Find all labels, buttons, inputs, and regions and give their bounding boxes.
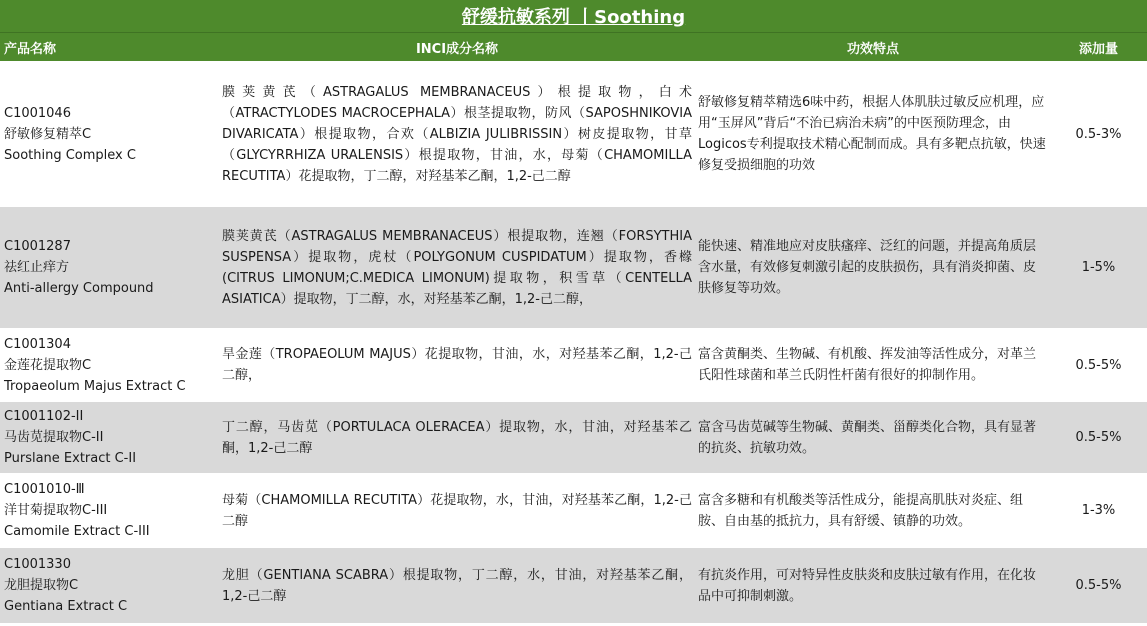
dosage-cell: 0.5-5% [1075,578,1122,593]
dosage-cell: 1-3% [1081,503,1116,518]
inci-cell: 膜荚黄芪（ASTRAGALUS MEMBRANACEUS）根提取物，白术（ATRACTYLODES MACROCEPHALA）根茎提取物，防风（SAPOSHNIKOVIA DIVARICATA）根提取物，合欢（ALBIZIA JULIBRISSIN）树皮提取物，甘草（GLYCYRRHIZA URALENSIS）根提取物，甘油，水，母菊（CHAMOMILLA RECUTITA）花提取物，丁二醇，对羟基苯乙酮，1,2-己二醇 [222,84,692,184]
product-cn-name: 马齿苋提取物C-II [4,430,104,445]
product-cell [0,63,217,205]
header-product-name: 产品名称 [4,41,57,57]
product-cell [0,475,217,546]
inci-cell: 旱金莲（TROPAEOLUM MAJUS）花提取物，甘油，水，对羟基苯乙酮，1,2-己二醇， [222,347,692,383]
dosage-cell: 0.5-3% [1075,126,1122,142]
feature-cell: 能快速、精准地应对皮肤瘙痒、泛红的问题，并提高角质层含水量，有效修复刺激引起的皮肤损伤，具有消炎抑菌、皮肤修复等功效。 [698,239,1037,296]
table-row [0,473,1147,546]
dosage-cell: 1-5% [1081,260,1116,275]
product-code: C1001287 [4,239,71,254]
inci-cell: 母菊（CHAMOMILLA RECUTITA）花提取物，水，甘油，对羟基苯乙酮，1,2-己二醇 [222,492,692,529]
feature-cell: 有抗炎作用，可对特异性皮肤炎和皮肤过敏有作用，在化妆品中可抑制刺激。 [698,567,1037,604]
header-dosage: 添加量 [1078,41,1118,57]
feature-cell: 舒敏修复精萃精选6味中药，根据人体肌肤过敏反应机理，应用“玉屏风”背后“不治已病治未病”的中医预防理念，由Logicos专利提取技术精心配制而成。具有多靶点抗敏，快速修复受损细胞的功效 [698,95,1046,173]
product-en-name: Purslane Extract C-II [4,451,137,466]
header-feature: 功效特点 [846,41,899,57]
product-cell [0,402,217,473]
product-cn-name: 祛红止痒方 [4,260,70,275]
table-row [0,61,1147,205]
dosage-cell: 0.5-5% [1075,357,1122,373]
product-en-name: Camomile Extract C-III [4,524,150,539]
title-bar [0,0,1147,32]
product-cell [0,207,217,328]
table-title: 舒缓抗敏系列 丨Soothing [461,7,686,28]
table-row [0,546,1147,623]
inci-cell: 龙胆（GENTIANA SCABRA）根提取物，丁二醇，水，甘油，对羟基苯乙酮，1,2-己二醇 [222,567,692,604]
product-en-name: Tropaeolum Majus Extract C [4,378,186,394]
product-en-name: Gentiana Extract C [4,599,128,614]
inci-cell: 膜荚黄芪（ASTRAGALUS MEMBRANACEUS）根提取物，连翘（FORSYTHIA SUSPENSA）提取物，虎杖（POLYGONUM CUSPIDATUM）提取物，香橼 (CITRUS LIMONUM;C.MEDICA LIMONUM)提取物，积雪草（CENTELLA ASIATICA）提取物，丁二醇，水，对羟基苯乙酮，1,2-己二醇， [222,228,692,307]
feature-cell: 富含黄酮类、生物碱、有机酸、挥发油等活性成分，对革兰氏阳性球菌和革兰氏阴性杆菌有很好的抑制作用。 [698,347,1037,383]
feature-cell: 富含多糖和有机酸类等活性成分，能提高肌肤对炎症、组胺、自由基的抵抗力，具有舒缓、镇静的功效。 [698,492,1024,529]
product-cn-name: 洋甘菊提取物C-III [4,503,108,518]
product-cn-name: 舒敏修复精萃C [4,126,92,142]
product-code: C1001102-II [4,409,84,424]
product-cell [0,548,217,623]
header-inci: INCI成分名称 [415,41,499,57]
feature-cell: 富含马齿苋碱等生物碱、黄酮类、甾醇类化合物，具有显著的抗炎、抗敏功效。 [698,419,1037,456]
product-cell [0,330,217,400]
product-code: C1001046 [4,105,71,121]
product-code: C1001304 [4,336,71,352]
product-code: C1001010-Ⅲ [4,482,85,497]
table-row [0,328,1147,400]
table-row [0,205,1147,328]
product-cn-name: 龙胆提取物C [4,578,79,593]
table-row [0,400,1147,473]
inci-cell: 丁二醇，马齿苋（PORTULACA OLERACEA）提取物，水，甘油，对羟基苯乙酮，1,2-己二醇 [222,419,692,456]
product-en-name: Anti-allergy Compound [4,281,154,296]
product-en-name: Soothing Complex C [4,147,136,163]
dosage-cell: 0.5-5% [1075,430,1122,445]
table-header [0,32,1147,61]
product-code: C1001330 [4,557,71,572]
product-cn-name: 金莲花提取物C [4,357,92,373]
